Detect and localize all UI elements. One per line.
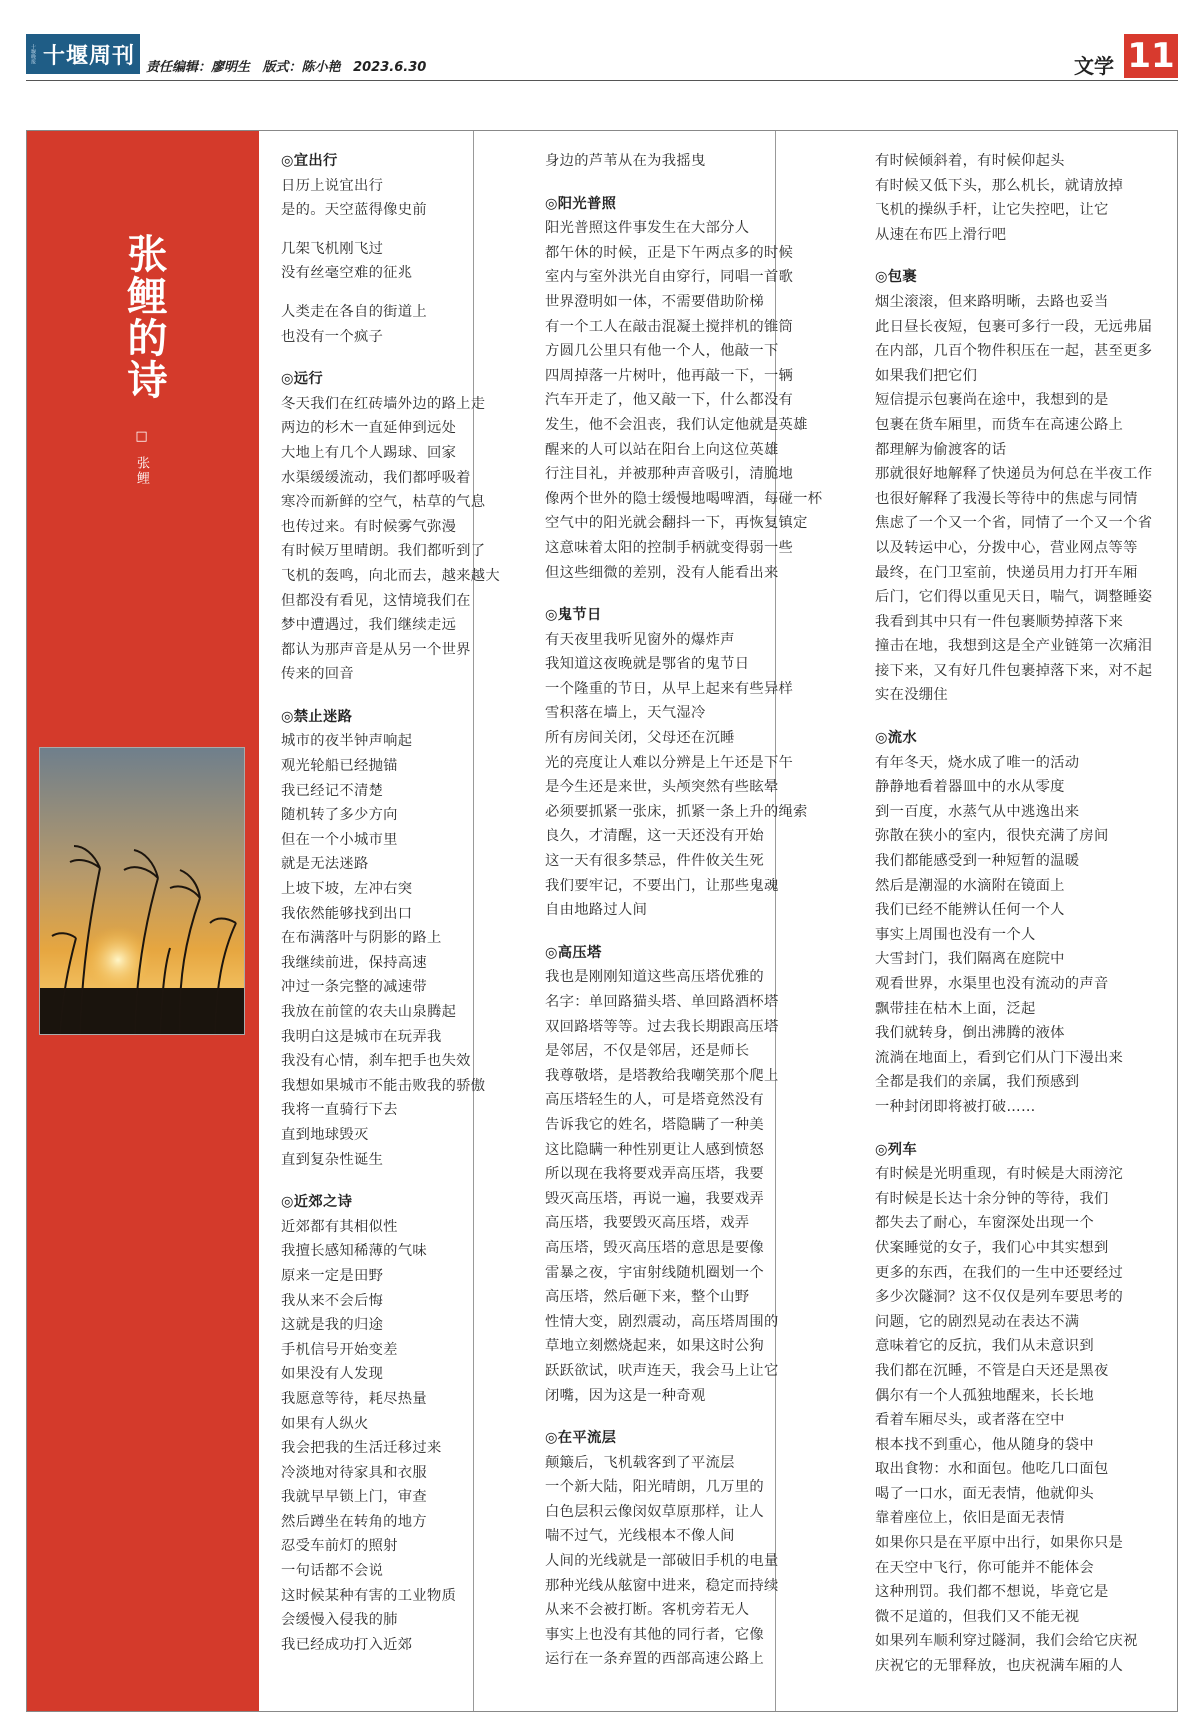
credits-line [146,56,434,75]
poem-line: 大雪封门，我们隔离在庭院中 [875,951,1065,968]
poem-line: 此日昼长夜短，包裹可多行一段，无远弗届 [875,318,1153,335]
poem-line: 一个隆重的节日，从早上起来有些异样 [545,680,794,697]
poem-line: 一句话都不会说 [281,1563,384,1580]
poem-line: 都理解为偷渡客的话 [875,441,1007,458]
poem-line: 室内与室外洪光自由穿行，同唱一首歌 [545,269,794,286]
poem-line: 都认为那声音是从另一个世界 [281,641,471,658]
poem-line: 庆祝它的无罪释放，也庆祝满车厢的人 [875,1658,1124,1675]
poem-line: 然后是潮湿的水滴附在镜面上 [875,877,1065,894]
poem-line: 告诉我它的姓名，塔隐瞒了一种美 [545,1116,764,1133]
poem-line: 这时候某种有害的工业物质 [281,1587,457,1604]
byline-mark: □ [134,429,149,446]
poem-line: 近郊都有其相似性 [281,1218,398,1235]
poem-line: 我尊敬塔，是塔教给我嘲笑那个爬上 [545,1067,779,1084]
poem-line: 随机转了多少方向 [281,807,398,824]
poem-bao-guo [875,265,1175,708]
poem-line: 高压塔，然后砸下来，整个山野 [545,1289,750,1306]
masthead-logo [26,34,140,74]
poem-line: 冬天我们在红砖墙外边的路上走 [281,395,486,412]
poem-jin-jiao-zhi-shi-continued [545,149,845,174]
poem-line: 名字：单回路猫头塔、单回路酒杯塔 [545,994,779,1010]
byline [127,429,151,486]
poem-line: 烟尘滚滚，但来路明晰，去路也妥当 [875,293,1109,310]
article-title: 张鲤的诗 [121,233,168,401]
poem-line: 光的亮度让人难以分辨是上午还是下午 [545,754,794,771]
poem-line: 阳光普照这件事发生在大部分人 [545,220,750,237]
poem-line: 我们都在沉睡，不管是白天还是黑夜 [875,1362,1109,1379]
column-3 [875,149,1175,1697]
poem-line: 人间的光线就是一部破旧手机的电量 [545,1553,779,1570]
poem-line: 都失去了耐心，车窗深处出现一个 [875,1215,1094,1232]
poem-line: 手机信号开始变差 [281,1341,398,1358]
poem-line: 也没有一个疯子 [281,328,384,345]
poem-line: 雪积落在墙上，天气湿冷 [545,705,706,722]
poem-line: 有时候万里晴朗。我们都听到了 [281,543,486,560]
layout-credit: 版式：陈小艳 [262,60,341,75]
poem-line: 世界澄明如一体，不需要借助阶梯 [545,293,764,310]
poem-line: 日历上说宜出行 [281,177,384,194]
poem-yuan-xing [281,367,521,687]
poem-line: 我擅长感知稀薄的气味 [281,1243,427,1260]
poem-line: 有时候倾斜着，有时候仰起头 [875,153,1065,169]
poem-line: 没有丝毫空难的征兆 [281,265,413,282]
poem-line: 实在没绷住 [875,687,948,704]
poem-line: 是的。天空蓝得像史前 [281,202,427,219]
poem-line: 我将一直骑行下去 [281,1102,398,1119]
poem-line: 城市的夜半钟声响起 [281,733,413,750]
poem-line: 发生，他不会沮丧，我们认定他就是英雄 [545,416,808,433]
author-name: 张鲤 [134,456,149,487]
poem-title: ◎包裹 [875,269,917,286]
poem-title: ◎流水 [875,730,917,747]
poem-line: 都午休的时候，正是下午两点多的时候 [545,244,794,261]
poem-line: 观光轮船已经抛锚 [281,758,398,775]
poem-line: 必须要抓紧一张床，抓紧一条上升的绳索 [545,803,808,820]
poem-line: 高压塔，我要毁灭高压塔，戏弄 [545,1215,750,1232]
poem-liu-shui [875,726,1175,1120]
poem-line: 但在一个小城市里 [281,831,398,848]
poem-title: ◎阳光普照 [545,195,617,212]
poem-line: 最终，在门卫室前，快递员用力打开车厢 [875,564,1138,581]
poem-jin-jiao-zhi-shi [281,1190,521,1657]
poem-line: 大地上有几个人踢球、回家 [281,444,457,461]
poem-line: 靠着座位上，依旧是面无表情 [875,1510,1065,1527]
poem-line: 原来一定是田野 [281,1267,384,1284]
poem-line: 这就是我的归途 [281,1317,384,1334]
poem-line: 像两个世外的隐士缓慢地喝啤酒，每碰一杯 [545,490,823,507]
poem-jin-zhi-mi-lu [281,705,521,1172]
poem-line: 这比隐瞒一种性别更让人感到愤怒 [545,1141,764,1158]
poem-line: 后门，它们得以重见天日，喘气，调整睡姿 [875,589,1153,606]
poem-line: 这种刑罚。我们都不想说，毕竟它是 [875,1584,1109,1601]
poem-line: 所以现在我将要戏弄高压塔，我要 [545,1166,764,1183]
poem-line: 如果你只是在平原中出行，如果你只是 [875,1535,1124,1552]
poem-line: 双回路塔等等。过去我长期跟高压塔 [545,1018,779,1035]
poem-line: 几架飞机刚飞过 [281,240,384,257]
poem-line: 草地立刻燃烧起来，如果这时公狗 [545,1338,764,1355]
poem-line: 根本找不到重心，他从随身的袋中 [875,1436,1094,1453]
poem-line: 有年冬天，烧水成了唯一的活动 [875,754,1080,771]
poem-line: 静静地看着器皿中的水从零度 [875,779,1065,796]
poem-line: 但都没有看见，这情境我们在 [281,592,471,609]
poem-line: 有时候又低下头，那么机长，就请放掉 [875,177,1124,194]
poem-line: 冷淡地对待家具和衣服 [281,1464,427,1481]
poem-line: 飘带挂在枯木上面，泛起 [875,1000,1036,1017]
poem-zai-ping-liu-ceng-continued [875,149,1175,247]
poem-line: 飞机的操纵手杆，让它失控吧，让它 [875,202,1109,219]
poem-line: 颠簸后，飞机载客到了平流层 [545,1454,735,1471]
column-1 [281,149,521,1675]
poem-title: ◎禁止迷路 [281,708,353,725]
poem-line: 更多的东西，在我们的一生中还要经过 [875,1264,1124,1281]
poem-line: 直到地球毁灭 [281,1126,369,1143]
editor-credit: 责任编辑：廖明生 [146,60,251,75]
poem-line: 高压塔轻生的人，可是塔竟然没有 [545,1092,764,1109]
poem-line: 我愿意等待，耗尽热量 [281,1390,427,1407]
poem-line: 良久，才清醒，这一天还没有开始 [545,828,764,845]
reed-sunset-illustration [40,748,245,1035]
poem-line: 看着车厢尽头，或者落在空中 [875,1412,1065,1429]
poem-line: 传来的回音 [281,666,354,683]
poem-line: 冲过一条完整的减速带 [281,979,427,996]
poem-line: 我明白这是城市在玩弄我 [281,1028,442,1045]
poem-title: ◎宜出行 [281,153,338,169]
poem-line: 也传过来。有时候雾气弥漫 [281,518,457,535]
poem-line: 事实上周围也没有一个人 [875,926,1036,943]
poem-line: 会缓慢入侵我的肺 [281,1612,398,1629]
section-name: 文学 [1074,54,1114,78]
poem-line: 寒冷而新鲜的空气，枯草的气息 [281,494,486,511]
column-2 [545,149,845,1690]
poem-line: 那种光线从舷窗中进来，稳定而持续 [545,1577,779,1594]
poem-line: 方圆几公里只有他一个人，他敲一下 [545,343,779,360]
poem-line: 一个新大陆，阳光晴朗，几万里的 [545,1479,764,1496]
poem-line: 我们要牢记，不要出门，让那些鬼魂 [545,877,779,894]
poem-line: 意味着它的反抗，我们从未意识到 [875,1338,1094,1355]
poem-line: 我看到其中只有一件包裹顺势掉落下来 [875,613,1124,630]
poem-line: 行注目礼，并被那种声音吸引，清脆地 [545,466,794,483]
poem-line: 我从来不会后悔 [281,1292,384,1309]
poem-line: 运行在一条弃置的西部高速公路上 [545,1651,764,1668]
poem-line: 我依然能够找到出口 [281,905,413,922]
poem-title: ◎在平流层 [545,1430,617,1447]
poem-line: 喘不过气，光线根本不像人间 [545,1528,735,1545]
poem-line: 我想如果城市不能击败我的骄傲 [281,1077,486,1094]
poem-line: 但这些细微的差别，没有人能看出来 [545,564,779,581]
poem-line: 水渠缓缓流动，我们都呼吸着 [281,469,471,486]
poem-line: 梦中遭遇过，我们继续走远 [281,617,457,634]
poem-gao-ya-ta [545,941,845,1408]
poem-line: 流淌在地面上，看到它们从门下漫出来 [875,1049,1124,1066]
poem-line: 我们就转身，倒出沸腾的液体 [875,1025,1065,1042]
poem-lie-che [875,1138,1175,1679]
poem-zai-ping-liu-ceng [545,1426,845,1672]
poem-line: 雷暴之夜，宇宙射线随机圈划一个 [545,1264,764,1281]
poem-line: 空气中的阳光就会翻抖一下，再恢复镇定 [545,515,808,532]
poem-line: 如果有人纵火 [281,1415,369,1432]
poem-title: ◎鬼节日 [545,607,602,624]
poem-line: 这一天有很多禁忌，件件攸关生死 [545,853,764,870]
poem-line: 直到复杂性诞生 [281,1151,384,1168]
poem-line: 是邻居，不仅是邻居，还是师长 [545,1043,750,1060]
poem-line: 问题，它的剧烈晃动在表达不满 [875,1313,1080,1330]
poem-line: 如果没有人发现 [281,1366,384,1383]
poem-line: 是今生还是来世，头颅突然有些眩晕 [545,779,779,796]
poem-line: 所有房间关闭，父母还在沉睡 [545,730,735,747]
reed-sunset-photo [39,747,245,1035]
poem-line: 我知道这夜晚就是鄂省的鬼节日 [545,656,750,673]
poem-line: 包裹在货车厢里，而货车在高速公路上 [875,416,1124,433]
poem-line: 我们都能感受到一种短暂的温暖 [875,853,1080,870]
poem-line: 我已经成功打入近郊 [281,1636,413,1653]
poem-line: 我放在前筐的农夫山泉腾起 [281,1004,457,1020]
issue-date: 2023.6.30 [353,60,427,75]
poem-line: 高压塔，毁灭高压塔的意思是要像 [545,1239,764,1256]
poem-line: 如果列车顺利穿过隧洞，我们会给它庆祝 [875,1633,1138,1650]
poem-line: 喝了一口水，面无表情，他就仰头 [875,1485,1094,1502]
poem-title: ◎列车 [875,1141,917,1158]
poem-line: 焦虑了一个又一个省，同情了一个又一个省 [875,515,1153,532]
poem-yi-chu-xing [281,149,521,349]
poem-line: 就是无法迷路 [281,856,369,873]
poem-line: 这意味着太阳的控制手柄就变得弱一些 [545,539,794,556]
poem-line: 我们已经不能辨认任何一个人 [875,902,1065,919]
poem-line: 醒来的人可以站在阳台上向这位英雄 [545,441,779,458]
poem-line: 我继续前进，保持高速 [281,954,427,971]
poem-line: 白色层积云像闵奴草原那样，让人 [545,1503,764,1520]
poem-line: 性情大变，剧烈震动，高压塔周围的 [545,1313,779,1330]
poem-line: 忍受车前灯的照射 [281,1538,398,1555]
title-band [27,131,259,1711]
article-frame [26,130,1178,1712]
poem-yang-guang-pu-zhao [545,192,845,586]
masthead-mini-label: 十堰晚报 [30,44,36,64]
poem-line: 自由地路过人间 [545,902,648,919]
poem-line: 飞机的轰鸣，向北而去，越来越大 [281,567,500,584]
poem-line: 上坡下坡，左冲右突 [281,881,413,898]
poem-line: 我没有心情，刹车把手也失效 [281,1053,471,1070]
masthead-name: 十堰周刊 [43,42,136,69]
poem-line: 偶尔有一个人孤独地醒来，长长地 [875,1387,1094,1404]
poem-line: 那就很好地解释了快递员为何总在半夜工作 [875,466,1153,483]
poem-line: 短信提示包裹尚在途中，我想到的是 [875,392,1109,409]
poem-line: 我已经记不清楚 [281,782,384,799]
poem-line: 闭嘴，因为这是一种奇观 [545,1387,706,1404]
poem-line: 然后蹲坐在转角的地方 [281,1513,427,1530]
poem-line: 人类走在各自的街道上 [281,303,427,320]
poem-line: 有一个工人在敲击混凝土搅拌机的锥筒 [545,318,794,335]
poem-line: 在布满落叶与阴影的路上 [281,930,442,947]
poem-line: 以及转运中心，分拨中心，营业网点等等 [875,539,1138,556]
poem-line: 接下来，又有好几件包裹掉落下来，对不起 [875,662,1153,679]
poem-line: 全都是我们的亲属，我们预感到 [875,1074,1080,1091]
poem-line: 在天空中飞行，你可能并不能体会 [875,1559,1094,1576]
poem-line: 我就早早锁上门，审查 [281,1489,427,1506]
poem-line: 也很好解释了我漫长等待中的焦虑与同情 [875,490,1138,507]
poem-line: 伏案睡觉的女子，我们心中其实想到 [875,1239,1109,1256]
poem-line: 一种封闭即将被打破…… [875,1098,1036,1115]
header-rule [26,80,1178,81]
poem-line: 弥散在狭小的室内，很快充满了房间 [875,828,1109,845]
poem-line: 身边的芦苇从在为我摇曳 [545,153,706,169]
poem-title: ◎近郊之诗 [281,1194,353,1211]
poem-line: 撞击在地，我想到这是全产业链第一次痛泪 [875,638,1153,655]
poem-line: 在内部，几百个物件积压在一起，甚至更多 [875,343,1153,360]
poem-line: 有时候是光明重现，有时候是大雨滂沱 [875,1166,1124,1183]
poem-line: 如果我们把它们 [875,367,978,384]
poem-line: 有天夜里我听见窗外的爆炸声 [545,631,735,648]
poem-title: ◎远行 [281,371,323,388]
page-number-badge: 11 [1124,34,1178,78]
poem-line: 跃跃欲试，吠声连天，我会马上让它 [545,1362,779,1379]
poem-gui-jie-ri [545,603,845,923]
poem-line: 汽车开走了，他又敲一下，什么都没有 [545,392,794,409]
poem-line: 从速在布匹上滑行吧 [875,226,1007,243]
poem-line: 到一百度，水蒸气从中逃逸出来 [875,803,1080,820]
poem-line: 多少次隧洞？这不仅仅是列车要思考的 [875,1289,1124,1306]
poem-line: 从来不会被打断。客机旁若无人 [545,1602,750,1619]
poem-line: 微不足道的，但我们又不能无视 [875,1608,1080,1625]
poem-line: 四周掉落一片树叶，他再敲一下，一辆 [545,367,794,384]
poem-title: ◎高压塔 [545,944,602,961]
poem-line: 我也是刚刚知道这些高压塔优雅的 [545,969,764,986]
poem-line: 毁灭高压塔，再说一遍，我要戏弄 [545,1190,764,1207]
poem-line: 事实上也没有其他的同行者，它像 [545,1626,764,1643]
poem-line: 两边的杉木一直延伸到远处 [281,420,457,437]
poem-line: 我会把我的生活迁移过来 [281,1440,442,1457]
poem-line: 观看世界，水渠里也没有流动的声音 [875,976,1109,992]
poem-line: 有时候是长达十余分钟的等待，我们 [875,1190,1109,1207]
poem-line: 取出食物：水和面包。他吃几口面包 [875,1461,1109,1478]
